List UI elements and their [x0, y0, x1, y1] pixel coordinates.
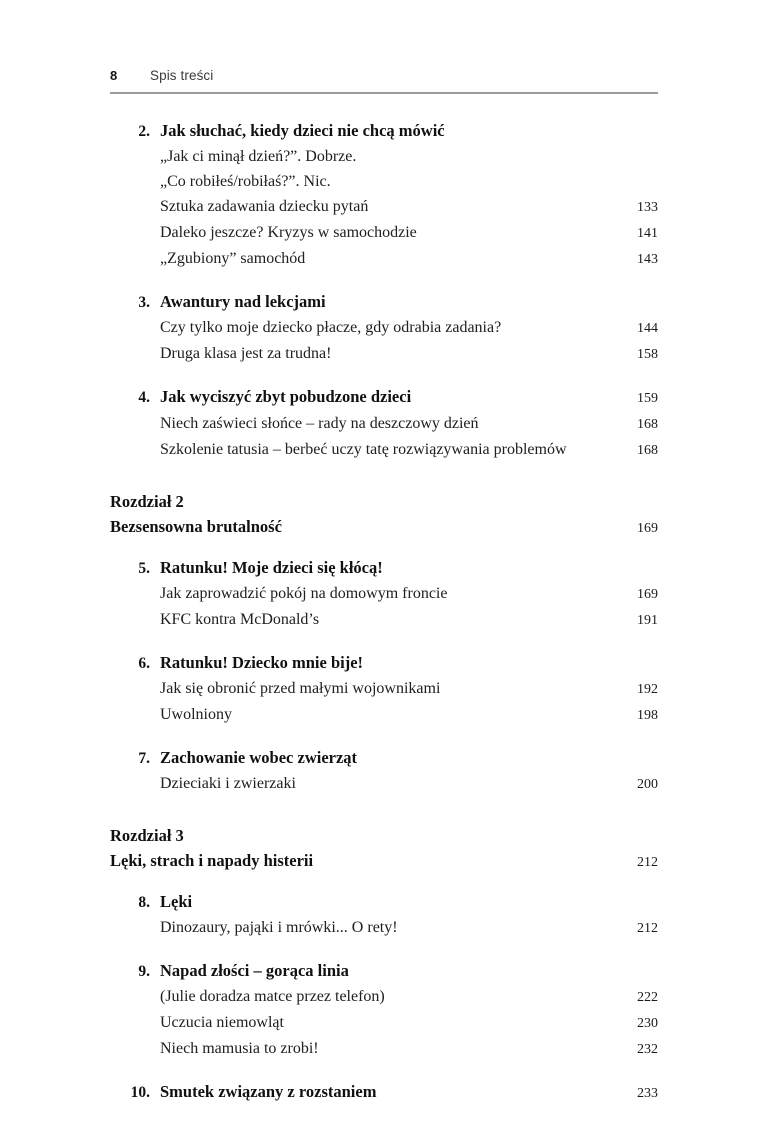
toc-subentry-title: Uwolniony: [160, 706, 232, 723]
toc-subentry-title: „Zgubiony” samochód: [160, 250, 306, 267]
toc-subentry[interactable]: [110, 341, 658, 367]
toc-subentry[interactable]: [110, 246, 658, 272]
toc-part-number-line: [110, 823, 658, 848]
toc-part-heading[interactable]: [110, 823, 658, 875]
toc-part-title-line: [110, 848, 658, 875]
toc-chapter-group: [110, 555, 658, 633]
toc-chapter-number: 9.: [138, 963, 150, 980]
toc-subentry-page-number: 143: [637, 252, 658, 267]
toc-subentry-title: Jak się obronić przed małymi wojownikami: [160, 680, 441, 697]
toc-chapter-group: [110, 384, 658, 463]
toc-chapter-title: Smutek związany z rozstaniem: [160, 1082, 377, 1101]
toc-chapter-group: [110, 958, 658, 1062]
toc-part-title: Bezsensowna brutalność: [110, 517, 282, 536]
toc-subentry[interactable]: [110, 984, 658, 1010]
toc-subentry-title: „Co robiłeś/robiłaś?”. Nic.: [160, 173, 331, 190]
toc-subentry[interactable]: [110, 1036, 658, 1062]
toc-subentry[interactable]: [110, 1010, 658, 1036]
toc-subentry[interactable]: [110, 676, 658, 702]
toc-chapter-title: Lęki: [160, 892, 193, 911]
toc-subentry[interactable]: [110, 771, 658, 797]
header-rule: [110, 92, 658, 94]
toc-subentry[interactable]: [110, 915, 658, 941]
toc-part-number-line: [110, 489, 658, 514]
toc-subentry-title: Jak zaprowadzić pokój na domowym froncie: [160, 585, 448, 602]
toc-chapter-group: [110, 289, 658, 367]
toc-chapter-group: [110, 889, 658, 941]
toc-chapter-page-number: 233: [637, 1086, 658, 1101]
toc-subentry[interactable]: [110, 220, 658, 246]
toc-subentry-page-number: 200: [637, 777, 658, 792]
toc-part-title-line: [110, 514, 658, 541]
toc-chapter-number: 3.: [138, 294, 150, 311]
toc-chapter-title: Zachowanie wobec zwierząt: [160, 748, 358, 767]
toc-subentry-page-number: 222: [637, 990, 658, 1005]
toc-chapter-title: Ratunku! Moje dzieci się kłócą!: [160, 558, 383, 577]
toc-subentry-page-number: 232: [637, 1042, 658, 1057]
toc-subentry[interactable]: [110, 144, 658, 169]
toc-chapter-title: Ratunku! Dziecko mnie bije!: [160, 653, 364, 672]
toc-subentry-title: Szkolenie tatusia – berbeć uczy tatę rozwiązywania problemów: [160, 441, 567, 458]
toc-chapter-number: 5.: [138, 560, 150, 577]
toc-subentry[interactable]: [110, 169, 658, 194]
toc-chapter-entry[interactable]: [110, 958, 658, 984]
toc-subentry-page-number: 230: [637, 1016, 658, 1031]
toc-subentry-title: Uczucia niemowląt: [160, 1014, 284, 1031]
toc-subentry[interactable]: [110, 437, 658, 463]
toc-part-page-number: 212: [637, 855, 658, 870]
toc-subentry-page-number: 191: [637, 613, 658, 628]
toc-subentry[interactable]: [110, 607, 658, 633]
toc-part-heading[interactable]: [110, 489, 658, 541]
toc-subentry-title: Druga klasa jest za trudna!: [160, 345, 332, 362]
toc-chapter-entry[interactable]: [110, 118, 658, 144]
toc-subentry[interactable]: [110, 702, 658, 728]
toc-part-title: Lęki, strach i napady histerii: [110, 851, 314, 870]
toc-subentry-page-number: 169: [637, 587, 658, 602]
toc-chapter-number: 2.: [138, 123, 150, 140]
toc-subentry-title: Niech mamusia to zrobi!: [160, 1040, 319, 1057]
toc-part-page-number: 169: [637, 521, 658, 536]
toc-chapter-entry[interactable]: [110, 384, 658, 411]
toc-subentry-page-number: 168: [637, 417, 658, 432]
toc-chapter-number: 7.: [138, 750, 150, 767]
toc-chapter-number: 6.: [138, 655, 150, 672]
toc-chapter-entry[interactable]: [110, 745, 658, 771]
toc-chapter-entry[interactable]: [110, 650, 658, 676]
toc-chapter-number: 4.: [138, 389, 150, 406]
toc-subentry-page-number: 212: [637, 921, 658, 936]
toc-chapter-number: 10.: [130, 1084, 150, 1101]
table-of-contents: [110, 118, 658, 1123]
toc-subentry[interactable]: [110, 581, 658, 607]
toc-part-number-label: Rozdział 3: [110, 826, 184, 845]
toc-subentry-page-number: 141: [637, 226, 658, 241]
toc-subentry-title: Dzieciaki i zwierzaki: [160, 775, 296, 792]
toc-chapter-title: Jak słuchać, kiedy dzieci nie chcą mówić: [160, 121, 445, 140]
toc-chapter-entry[interactable]: [110, 889, 658, 915]
toc-subentry-page-number: 133: [637, 200, 658, 215]
toc-chapter-number: 8.: [138, 894, 150, 911]
toc-chapter-group: [110, 745, 658, 797]
toc-subentry-title: Czy tylko moje dziecko płacze, gdy odrabia zadania?: [160, 319, 502, 336]
toc-subentry-title: Niech zaświeci słońce – rady na deszczowy dzień: [160, 415, 479, 432]
toc-subentry-title: KFC kontra McDonald’s: [160, 611, 320, 628]
toc-subentry[interactable]: [110, 315, 658, 341]
toc-chapter-group: [110, 118, 658, 272]
toc-subentry-title: Dinozaury, pająki i mrówki... O rety!: [160, 919, 398, 936]
toc-chapter-title: Jak wyciszyć zbyt pobudzone dzieci: [160, 387, 412, 406]
toc-subentry-page-number: 168: [637, 443, 658, 458]
toc-chapter-entry[interactable]: [110, 289, 658, 315]
toc-chapter-title: Awantury nad lekcjami: [160, 292, 326, 311]
toc-chapter-group: [110, 650, 658, 728]
toc-chapter-entry[interactable]: [110, 1079, 658, 1106]
running-head: [110, 68, 658, 83]
toc-subentry-page-number: 198: [637, 708, 658, 723]
toc-chapter-title: Napad złości – gorąca linia: [160, 961, 349, 980]
toc-subentry-title: „Jak ci minął dzień?”. Dobrze.: [160, 148, 357, 165]
toc-chapter-group: [110, 1079, 658, 1106]
toc-subentry[interactable]: [110, 194, 658, 220]
toc-subentry-title: Daleko jeszcze? Kryzys w samochodzie: [160, 224, 417, 241]
page-folio: 8: [110, 68, 118, 83]
toc-subentry-title: Sztuka zadawania dziecku pytań: [160, 198, 369, 215]
toc-subentry[interactable]: [110, 411, 658, 437]
toc-subentry-page-number: 144: [637, 321, 658, 336]
toc-subentry-title: (Julie doradza matce przez telefon): [160, 988, 385, 1005]
toc-part-number-label: Rozdział 2: [110, 492, 184, 511]
running-head-title: Spis treści: [150, 68, 214, 83]
toc-subentry-page-number: 158: [637, 347, 658, 362]
toc-subentry-page-number: 192: [637, 682, 658, 697]
toc-chapter-page-number: 159: [637, 391, 658, 406]
toc-chapter-entry[interactable]: [110, 555, 658, 581]
